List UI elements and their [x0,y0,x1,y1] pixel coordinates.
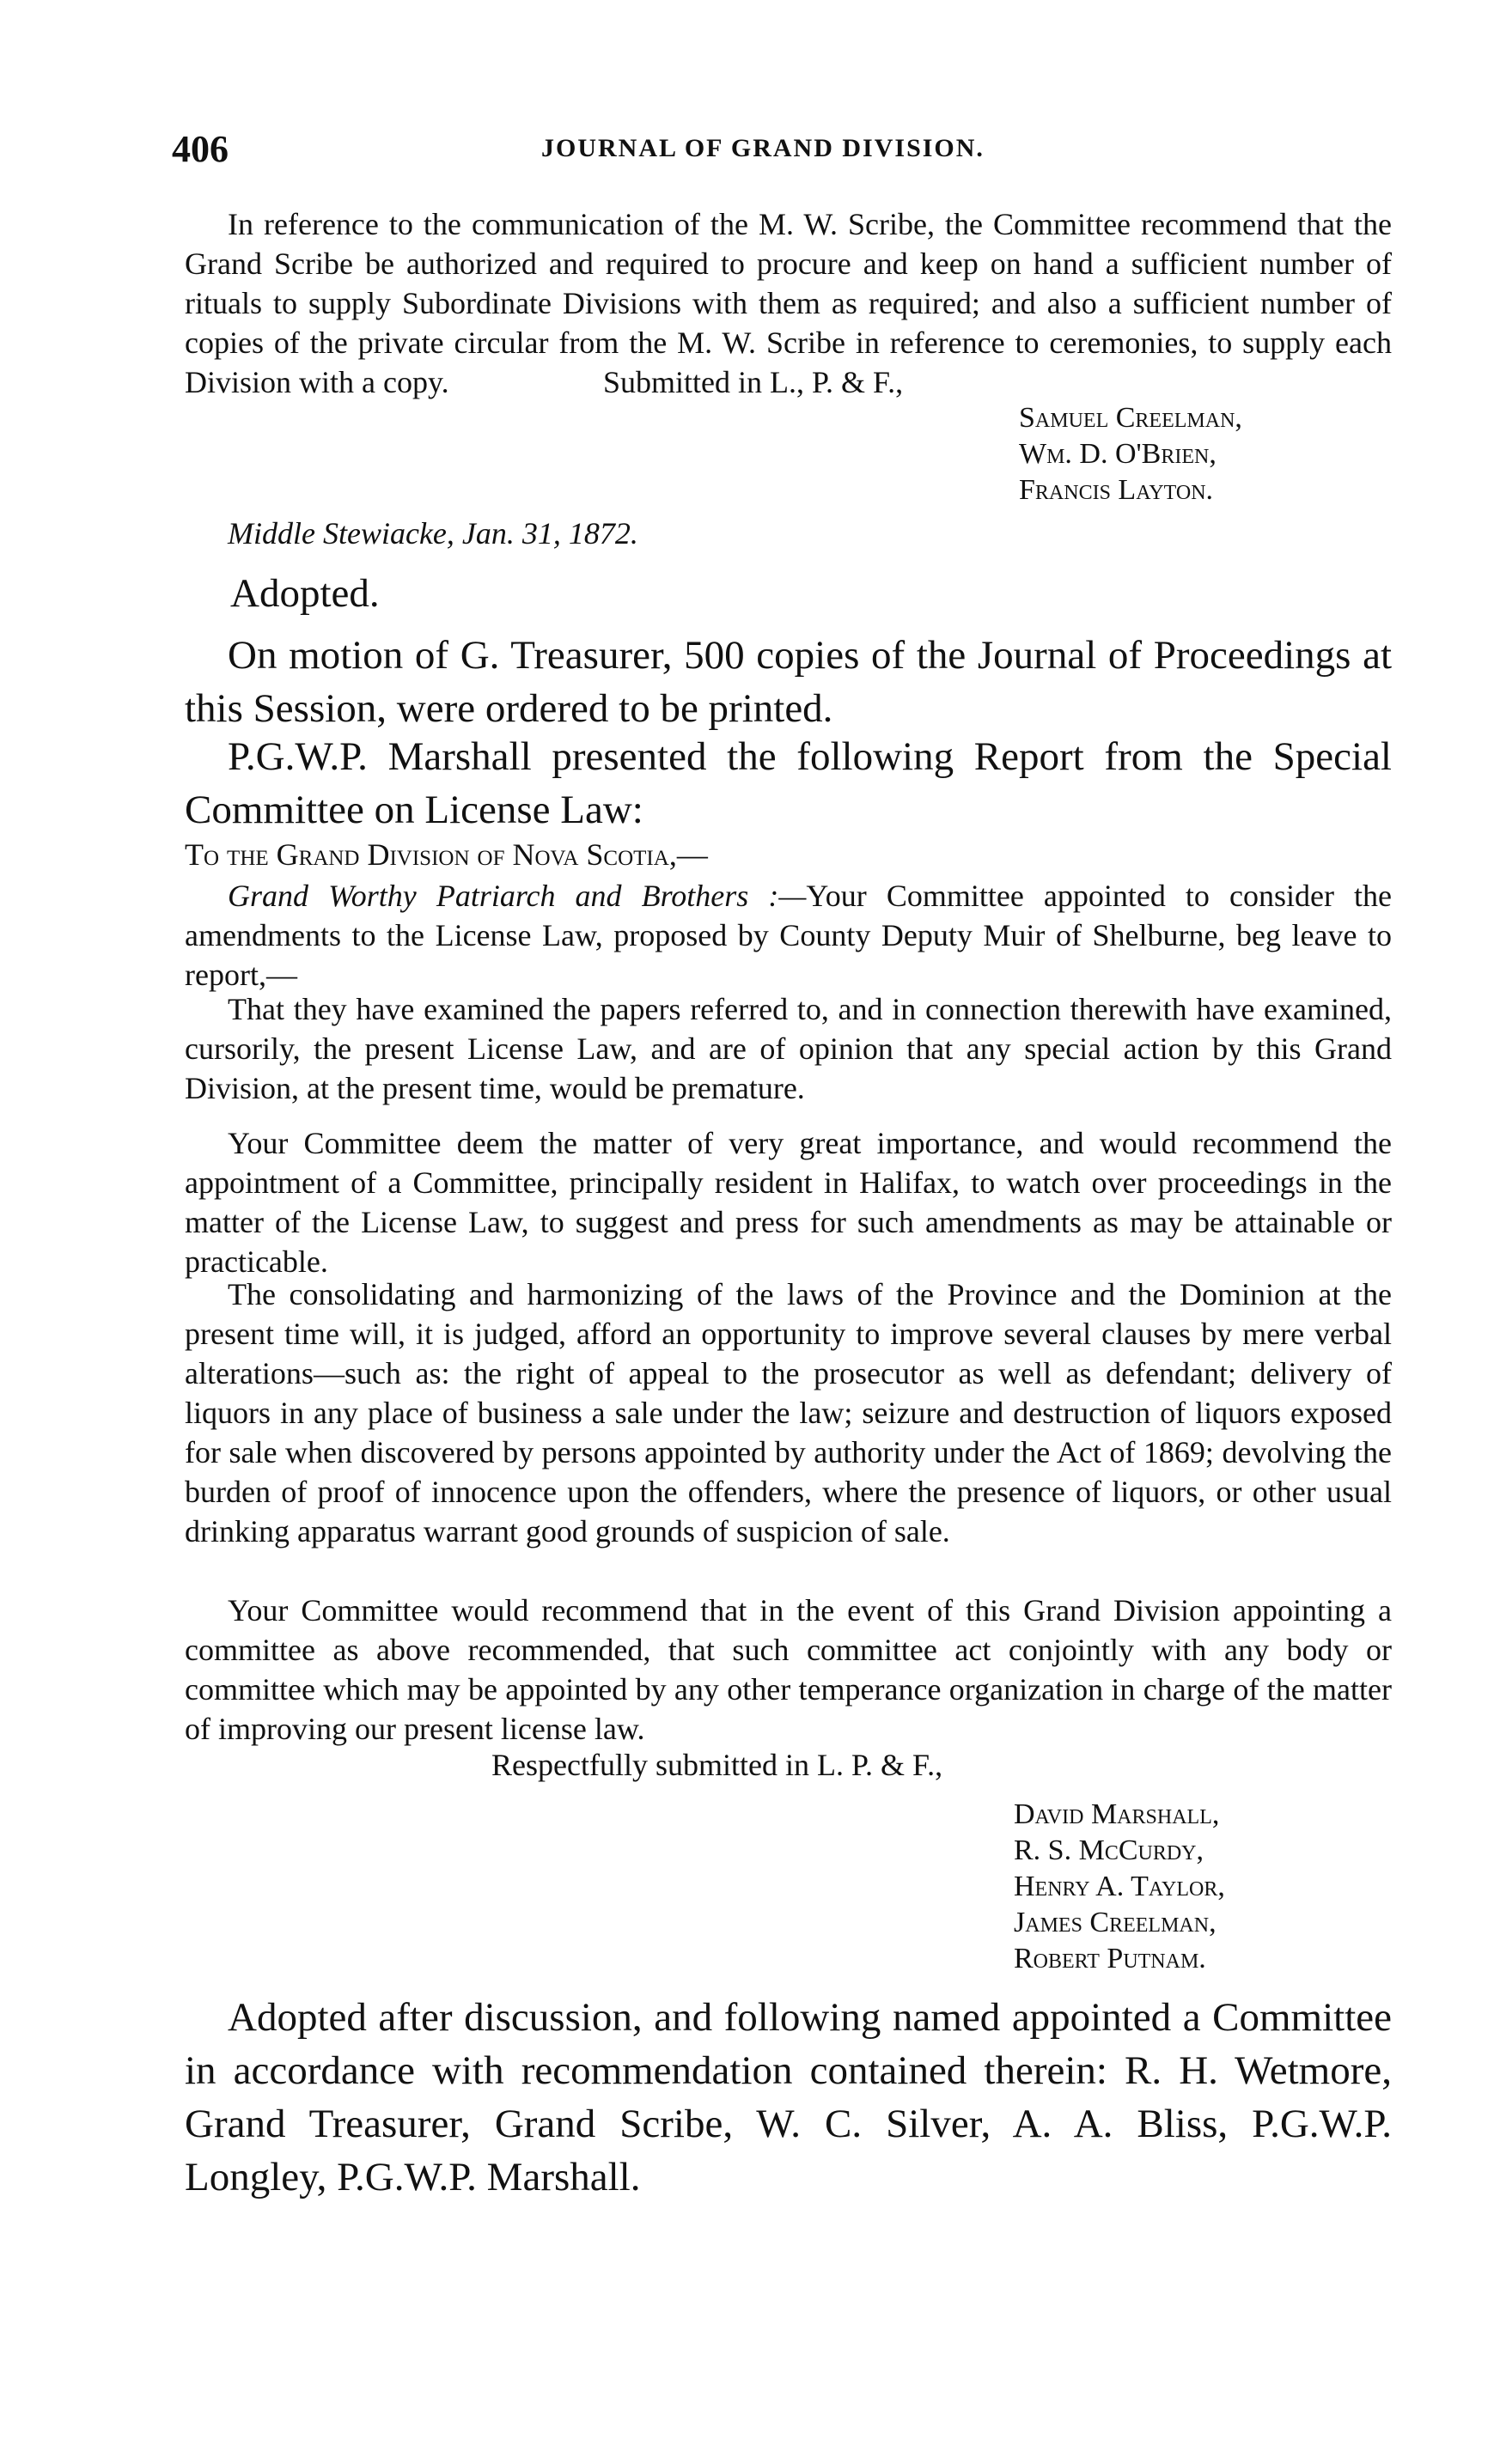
signatory: Henry A. Taylor, [1014,1871,1225,1902]
page-header [172,127,1392,179]
report-submitted: Respectfully submitted in L. P. & F., [491,1748,943,1782]
report-paragraph-2: That they have examined the papers referred to, and in connection therewith have examined, cursorily, the present License Law, and are of opinion that any special action by this Grand Division, at the present time, would be premature. [185,992,1392,1105]
report-paragraph-1-text: Your Committee appointed to consider the amendments to the License Law, proposed by County Deputy Muir of Shelburne, beg leave to report,— [185,879,1393,992]
salutation: Grand Worthy Patriarch and Brothers :— [228,879,807,913]
place-date: Middle Stewiacke, Jan. 31, 1872. [228,516,638,551]
signatory: David Marshall, [1014,1798,1220,1830]
adopted-line: Adopted. [230,571,380,616]
signatory: Francis Layton. [1019,474,1214,506]
signatory: Robert Putnam. [1014,1943,1206,1974]
report-address: To the Grand Division of Nova Scotia,— [185,837,708,872]
signatory: Wm. D. O'Brien, [1019,438,1217,470]
running-title: JOURNAL OF GRAND DIVISION. [541,134,985,162]
signatory: James Creelman, [1014,1907,1217,1938]
page-number: 406 [172,128,229,170]
report-paragraph-5: Your Committee would recommend that in the event of this Grand Division appointing a committee as above recommended, that such committee act conjointly with any body or committee which may be appointed by any other temperance organization in charge of the matter of improving our present license law. [185,1593,1392,1746]
signatory: R. S. McCurdy, [1014,1834,1204,1866]
scribe-report-paragraph: In reference to the communication of the M. W. Scribe, the Committee recommend that the Grand Scribe be authorized and required to procure and keep on hand a sufficient number of rituals to supply Subordinate Divisions with them as required; and also a sufficient number of copies of the private circular from the M. W. Scribe in reference to ceremonies, to supply each Division with a copy. [185,207,1392,399]
motion-paragraph: On motion of G. Treasurer, 500 copies of the Journal of Proceedings at this Session, were ordered to be printed. [185,633,1392,731]
report-paragraph-1 [185,876,1392,995]
report-paragraph-3: Your Committee deem the matter of very great importance, and would recommend the appointment of a Committee, principally resident in Halifax, to watch over proceedings in the matter of the License Law, to suggest and press for such amendments as may be attainable or practicable. [185,1126,1392,1279]
signatory: Samuel Creelman, [1019,402,1242,434]
intro-paragraph: P.G.W.P. Marshall presented the following Report from the Special Committee on License Law: [185,734,1392,832]
closing-paragraph: Adopted after discussion, and following named appointed a Committee in accordance with recommendation contained therein: R. H. Wetmore, Grand Treasurer, Grand Scribe, W. C. Silver, A. A. Bliss, P.G.W.P. Longley, P.G.W.P. Marshall. [185,1995,1392,2199]
report-paragraph-4: The consolidating and harmonizing of the laws of the Province and the Dominion at the present time will, it is judged, afford an opportunity to improve several clauses by mere verbal alterations—such as: the right of appeal to the prosecutor as well as defendant; delivery of liquors in any place of business a sale under the law; seizure and destruction of liquors exposed for sale when discovered by persons appointed by authority under the Act of 1869; devolving the burden of proof of innocence upon the offenders, where the presence of liquors, or other usual drinking apparatus warrant good grounds of suspicion of sale. [185,1277,1392,1548]
scribe-report-submitted: Submitted in L., P. & F., [603,365,904,399]
